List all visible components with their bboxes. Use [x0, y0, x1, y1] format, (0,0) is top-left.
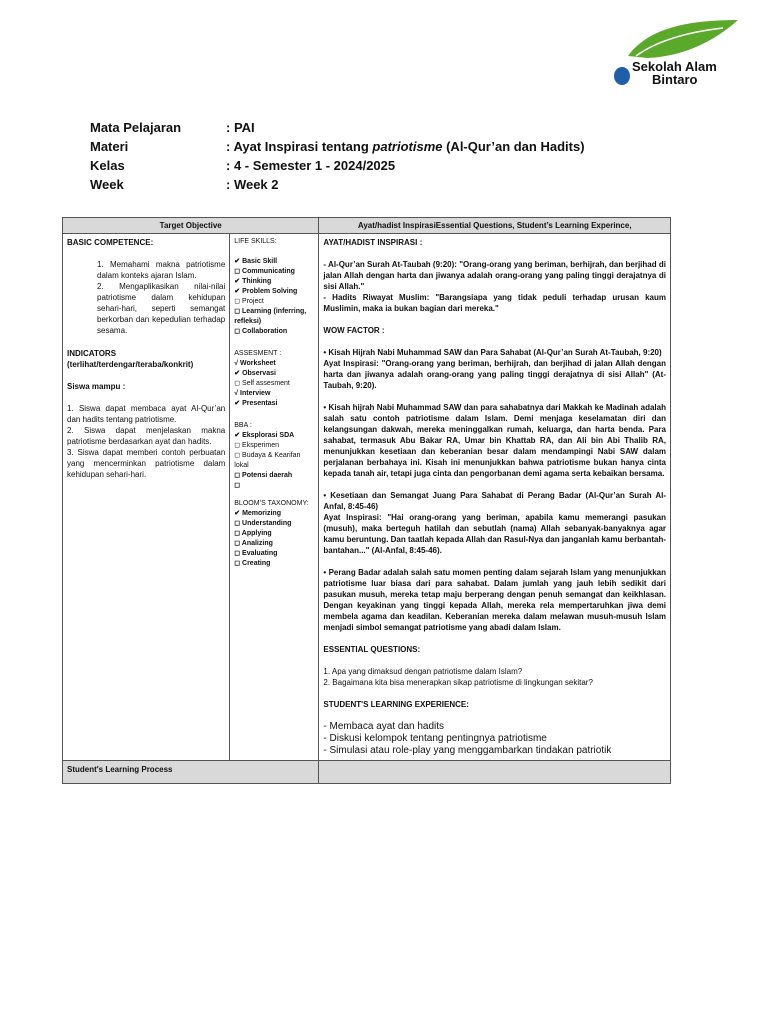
- meta-row-week: [90, 175, 585, 194]
- bba-item: ✔ Eksplorasi SDA: [234, 432, 295, 439]
- wow-item: Ayat Inspirasi: "Orang-orang yang beriman, berhijrah, dan berjihad di jalan Allah dengan harta dan jiwanya adalah orang-orang yang paling tinggi derajatnya di sisi Allah" (At-Taubah, 9:20).: [323, 359, 666, 390]
- bloom-item: ◻ Evaluating: [234, 550, 278, 557]
- basic-competence-item: 2. Mengaplikasikan nilai-nilai patriotisme dalam kehidupan sehari-hari, seperti semangat berkorban dan kepedulian terhadap sesama.: [97, 282, 226, 335]
- bba-item: ◻: [234, 482, 241, 489]
- bloom-item: ◻ Understanding: [234, 520, 292, 527]
- assesment-item: ✔ Presentasi: [234, 400, 278, 407]
- ayat-item: - Hadits Riwayat Muslim: "Barangsiapa yang tidak peduli terhadap urusan kaum Muslimin, maka ia bukan bagian dari mereka.": [323, 293, 666, 313]
- learning-process-label: Student's Learning Process: [63, 761, 319, 784]
- learning-experience-item: - Simulasi atau role-play yang menggambarkan tindakan patriotik: [323, 745, 612, 756]
- life-skill-item: ◻ Communicating: [234, 268, 295, 275]
- lesson-meta: [90, 118, 585, 194]
- meta-label: Week: [90, 177, 124, 192]
- siswa-mampu-label: Siswa mampu :: [67, 382, 126, 391]
- wow-item: • Perang Badar adalah salah satu momen penting dalam sejarah Islam yang menunjukkan patriotisme luar biasa dari para sahabat. Dalam jumlah yang jauh lebih sedikit dari pasukan musuh, mereka tetap maju berperang dengan penuh semangat dan keikhlasan. Dengan keyakinan yang tinggi kepada Allah, mereka rela mempertaruhkan jiwa demi membela agama dan keadilan. Keberanian mereka dalam melawan musuh-musuh Islam menjadi simbol semangat patriotisme yang abadi dalam Islam.: [323, 568, 666, 632]
- meta-value: [226, 137, 585, 156]
- inspiration-cell: [319, 234, 671, 761]
- school-name-line2: Bintaro: [652, 72, 698, 87]
- bloom-item: ✔ Memorizing: [234, 510, 281, 517]
- bba-item: ◻ Eksperimen: [234, 442, 279, 449]
- assesment-title: ASSESMENT :: [234, 350, 282, 357]
- assesment-item: ◻ Self assesment: [234, 380, 290, 387]
- learning-experience-title: STUDENT'S LEARNING EXPERIENCE:: [323, 700, 469, 709]
- assesment-item: ✔ Observasi: [234, 370, 276, 377]
- ayat-header: Ayat/hadist InspirasiEssential Questions, Student’s Learning Experince,: [319, 218, 671, 234]
- lesson-plan-table: [62, 217, 671, 784]
- assesment-item: √ Interview: [234, 390, 271, 397]
- meta-label: Mata Pelajaran: [90, 120, 182, 135]
- bba-title: BBA :: [234, 422, 252, 429]
- ayat-item: - Al-Qur’an Surah At-Taubah (9:20): "Orang-orang yang beriman, berhijrah, dan berjihad di jalan Allah dengan harta dan jiwanya adalah orang-orang yang paling tinggi derajatnya di sisi Allah.": [323, 260, 666, 291]
- learning-experience-item: - Diskusi kelompok tentang pentingnya patriotisme: [323, 733, 547, 744]
- wow-item: • Kesetiaan dan Semangat Juang Para Sahabat di Perang Badar (Al-Qur’an Surah Al-Anfal, 8:45-46): [323, 491, 666, 511]
- essential-question: 1. Apa yang dimaksud dengan patriotisme dalam Islam?: [323, 667, 523, 676]
- essential-questions-title: ESSENTIAL QUESTIONS:: [323, 645, 421, 654]
- wow-item: Ayat Inspirasi: "Hai orang-orang yang beriman, apabila kamu memerangi pasukan (musuh), maka berteguh hatilah dan sebutlah (nama) Allah sebanyak-banyaknya agar kamu beruntung. Dan taatlah kepada Allah dan Rasul-Nya dan janganlah kamu berbantah-bantahan..." (Al-Anfal, 8:45-46).: [323, 513, 666, 555]
- competence-cell: [63, 234, 230, 761]
- basic-competence-title: BASIC COMPETENCE:: [67, 238, 154, 247]
- indicator-item: 1. Siswa dapat membaca ayat Al-Qur’an dan hadits tentang patriotisme.: [67, 404, 226, 424]
- life-skill-item: ◻ Project: [234, 298, 264, 305]
- meta-value: : 4 - Semester 1 - 2024/2025: [226, 158, 396, 173]
- ayat-title: AYAT/HADIST INSPIRASI :: [323, 238, 423, 247]
- indicators-subtitle: (terlihat/terdengar/teraba/konkrit): [67, 360, 194, 369]
- school-name-line1: Sekolah Alam: [632, 59, 717, 74]
- wow-item: • Kisah Hijrah Nabi Muhammad SAW dan Para Sahabat (Al-Qur’an Surah At-Taubah, 9:20): [323, 348, 662, 357]
- meta-row-materi: [90, 137, 585, 156]
- meta-value: : PAI: [226, 120, 255, 135]
- bba-list: [234, 431, 314, 491]
- assesment-list: [234, 359, 314, 409]
- meta-label: Kelas: [90, 158, 125, 173]
- bba-item: ◻ Budaya & Kearifan lokal: [234, 452, 301, 469]
- life-skills-list: [234, 257, 314, 337]
- bloom-item: ◻ Analizing: [234, 540, 273, 547]
- school-name: [632, 60, 717, 86]
- meta-row-kelas: [90, 156, 585, 175]
- meta-value: : Week 2: [226, 177, 279, 192]
- meta-value-emphasis: patriotisme: [372, 139, 443, 154]
- target-objective-header: Target Objective: [63, 218, 319, 234]
- learning-process-cell: [319, 761, 671, 784]
- basic-competence-item: 1. Memahami makna patriotisme dalam konteks ajaran Islam.: [97, 260, 226, 280]
- life-skill-item: ◻ Collaboration: [234, 328, 288, 335]
- meta-row-subject: [90, 118, 585, 137]
- bloom-list: [234, 509, 314, 569]
- life-skill-item: ✔ Problem Solving: [234, 288, 298, 295]
- meta-value-post: (Al-Qur’an dan Hadits): [442, 139, 585, 154]
- life-skill-item: ✔ Thinking: [234, 278, 272, 285]
- bba-item: ◻ Potensi daerah: [234, 472, 293, 479]
- wow-item: • Kisah hijrah Nabi Muhammad SAW dan para sahabatnya dari Makkah ke Madinah adalah salah satu contoh patriotisme dalam Islam. Demi menjaga keselamatan diri dan kelangsungan dakwah, mereka meninggalkan rumah, keluarga, dan harta benda. Para sahabat, termasuk Abu Bakar RA, Umar bin Khattab RA, dan Ali bin Abi Thalib RA, menunjukkan kesetiaan dan keberanian besar dalam mendampingi Nabi SAW dalam perjalanan berbahaya ini. Kisah ini menunjukkan bahwa patriotisme bukan hanya cinta kepada tanah air, tetapi juga cinta dan pengorbanan demi agama serta kebaikan bersama.: [323, 403, 666, 478]
- assesment-item: √ Worksheet: [234, 360, 276, 367]
- life-skill-item: ◻ Learning (inferring, refleksi): [234, 308, 307, 325]
- indicator-item: 2. Siswa dapat menjelaskan makna patriotisme berdasarkan ayat dan hadits.: [67, 426, 226, 446]
- bloom-item: ◻ Applying: [234, 530, 272, 537]
- meta-label: Materi: [90, 139, 129, 154]
- essential-question: 2. Bagaimana kita bisa menerapkan sikap patriotisme di lingkungan sekitar?: [323, 678, 593, 687]
- life-skill-item: ✔ Basic Skill: [234, 258, 278, 265]
- skills-cell: [230, 234, 319, 761]
- basic-competence-list: [67, 259, 225, 336]
- learning-experience-item: - Membaca ayat dan hadits: [323, 721, 445, 732]
- indicator-item: 3. Siswa dapat memberi contoh perbuatan yang mencerminkan patriotisme dalam kehidupan sehari-hari.: [67, 448, 226, 479]
- bloom-item: ◻ Creating: [234, 560, 271, 567]
- meta-value-pre: : Ayat Inspirasi tentang: [226, 139, 373, 154]
- bloom-title: BLOOM’S TAXONOMY:: [234, 500, 309, 507]
- wow-title: WOW FACTOR :: [323, 326, 385, 335]
- indicators-title: INDICATORS: [67, 349, 117, 358]
- life-skills-title: LIFE SKILLS:: [234, 238, 277, 245]
